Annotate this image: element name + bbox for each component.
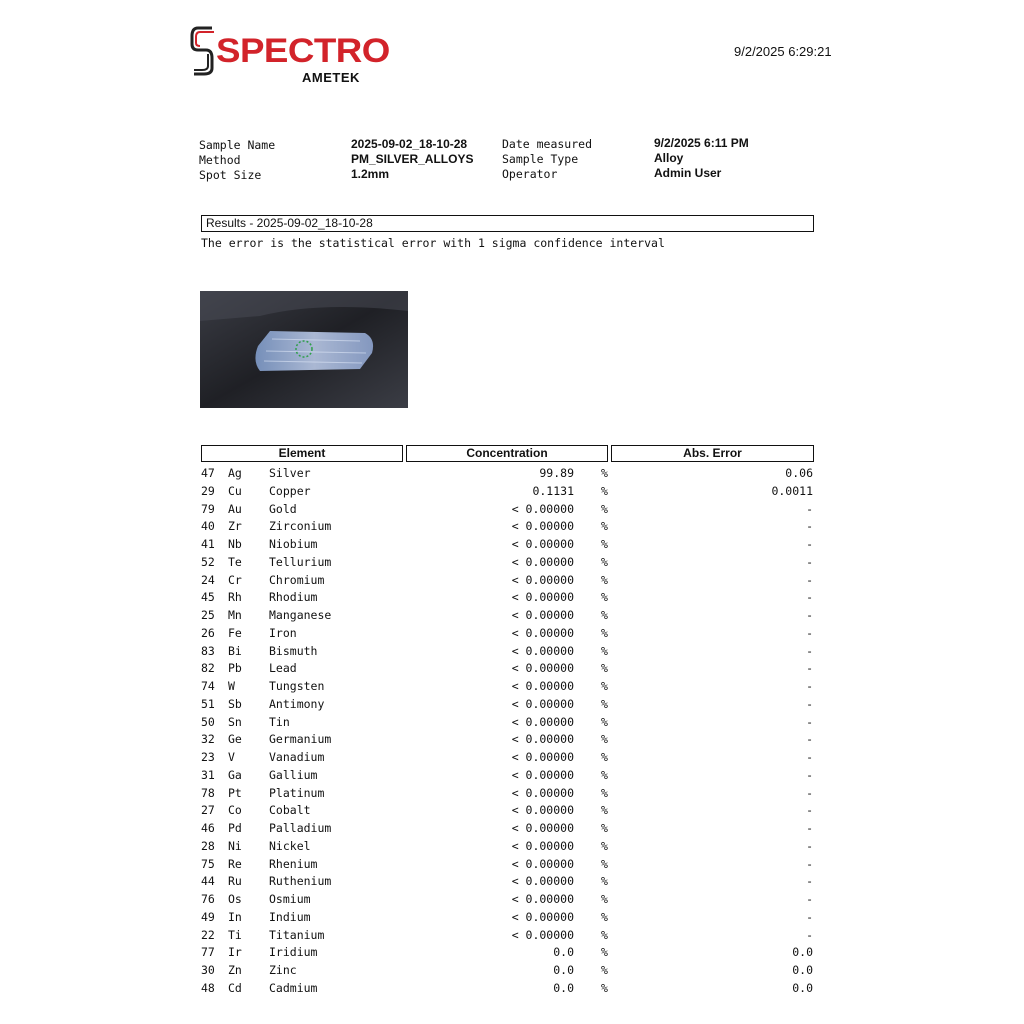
spot-size-value: 1.2mm (351, 167, 390, 181)
element-name: Iron (269, 625, 297, 640)
element-name: Osmium (269, 892, 311, 906)
concentration-value: < 0.00000 (511, 537, 574, 551)
table-row (0, 466, 1024, 484)
table-row (0, 839, 1024, 857)
abs-error-value: - (806, 732, 813, 747)
error-note: The error is the statistical error with 1 sigma confidence interval (201, 236, 665, 250)
abs-error-value: - (806, 874, 813, 889)
abs-error-value: 0.0011 (771, 483, 813, 498)
concentration-value: < 0.00000 (511, 696, 574, 711)
atomic-number: 40 (201, 519, 215, 534)
header-abs-error: Abs. Error (611, 445, 814, 462)
operator-value: Admin User (654, 166, 722, 180)
percent-unit: % (601, 874, 608, 889)
spot-size-label: Spot Size (199, 168, 262, 182)
abs-error-value: - (806, 519, 813, 534)
element-name: Ruthenium (269, 874, 332, 889)
concentration-value: < 0.00000 (511, 661, 574, 676)
concentration-value: < 0.00000 (511, 732, 574, 747)
percent-unit: % (601, 625, 608, 640)
element-name: Iridium (269, 945, 318, 960)
table-row (0, 537, 1024, 555)
abs-error-value: - (806, 803, 813, 818)
atomic-number: 46 (201, 821, 215, 835)
concentration-value: 0.0 (553, 980, 574, 995)
atomic-number: 30 (201, 963, 215, 977)
element-symbol: Ru (228, 874, 242, 889)
abs-error-value: - (806, 608, 813, 622)
element-symbol: Ge (228, 732, 242, 747)
method-value: PM_SILVER_ALLOYS (351, 152, 474, 166)
element-name: Bismuth (269, 643, 318, 658)
element-symbol: V (228, 750, 235, 764)
percent-unit: % (601, 980, 608, 995)
percent-unit: % (601, 767, 608, 782)
concentration-value: < 0.00000 (511, 821, 574, 835)
date-measured-label: Date measured (502, 137, 593, 151)
table-row (0, 945, 1024, 963)
atomic-number: 78 (201, 785, 215, 800)
table-row (0, 555, 1024, 573)
percent-unit: % (601, 696, 608, 711)
table-row (0, 679, 1024, 697)
brand-name: SPECTRO (216, 32, 390, 70)
concentration-value: < 0.00000 (511, 892, 574, 906)
table-row (0, 768, 1024, 786)
element-name: Manganese (269, 608, 332, 622)
abs-error-value: 0.0 (792, 963, 813, 977)
percent-unit: % (601, 643, 608, 658)
table-row (0, 803, 1024, 821)
element-symbol: Ni (228, 838, 242, 853)
element-symbol: Ag (228, 466, 242, 480)
element-symbol: Re (228, 856, 242, 871)
atomic-number: 25 (201, 608, 215, 622)
abs-error-value: - (806, 572, 813, 587)
concentration-value: < 0.00000 (511, 519, 574, 534)
concentration-value: < 0.00000 (511, 927, 574, 942)
percent-unit: % (601, 501, 608, 516)
table-row (0, 697, 1024, 715)
atomic-number: 50 (201, 714, 215, 729)
abs-error-value: 0.0 (792, 980, 813, 995)
element-name: Silver (269, 466, 311, 480)
element-symbol: In (228, 909, 242, 924)
element-name: Rhodium (269, 590, 318, 605)
element-name: Tungsten (269, 679, 325, 693)
atomic-number: 44 (201, 874, 215, 889)
concentration-value: < 0.00000 (511, 501, 574, 516)
atomic-number: 76 (201, 892, 215, 906)
table-row (0, 715, 1024, 733)
concentration-value: < 0.00000 (511, 625, 574, 640)
element-symbol: Zr (228, 519, 242, 534)
date-measured-value: 9/2/2025 6:11 PM (654, 136, 749, 150)
element-symbol: Ga (228, 767, 242, 782)
abs-error-value: - (806, 838, 813, 853)
table-row (0, 573, 1024, 591)
element-name: Indium (269, 909, 311, 924)
table-row (0, 644, 1024, 662)
element-name: Tellurium (269, 554, 332, 569)
atomic-number: 49 (201, 909, 215, 924)
abs-error-value: - (806, 856, 813, 871)
abs-error-value: - (806, 767, 813, 782)
element-name: Vanadium (269, 750, 325, 764)
percent-unit: % (601, 803, 608, 818)
brand-parent: AMETEK (302, 70, 360, 85)
element-symbol: Au (228, 501, 242, 516)
element-symbol: Cr (228, 572, 242, 587)
table-row (0, 928, 1024, 946)
sample-type-value: Alloy (654, 151, 684, 165)
abs-error-value: - (806, 892, 813, 906)
atomic-number: 29 (201, 483, 215, 498)
concentration-value: < 0.00000 (511, 803, 574, 818)
table-row (0, 661, 1024, 679)
percent-unit: % (601, 732, 608, 747)
percent-unit: % (601, 679, 608, 693)
abs-error-value: - (806, 821, 813, 835)
atomic-number: 74 (201, 679, 215, 693)
percent-unit: % (601, 572, 608, 587)
element-symbol: Zn (228, 963, 242, 977)
table-row (0, 910, 1024, 928)
percent-unit: % (601, 519, 608, 534)
percent-unit: % (601, 554, 608, 569)
abs-error-value: - (806, 927, 813, 942)
percent-unit: % (601, 537, 608, 551)
atomic-number: 52 (201, 554, 215, 569)
element-name: Cobalt (269, 803, 311, 818)
atomic-number: 32 (201, 732, 215, 747)
concentration-value: < 0.00000 (511, 785, 574, 800)
element-symbol: Cd (228, 980, 242, 995)
atomic-number: 77 (201, 945, 215, 960)
element-symbol: Fe (228, 625, 242, 640)
element-symbol: Pb (228, 661, 242, 676)
abs-error-value: - (806, 909, 813, 924)
element-symbol: Co (228, 803, 242, 818)
header-element: Element (201, 445, 403, 462)
table-row (0, 590, 1024, 608)
concentration-value: < 0.00000 (511, 554, 574, 569)
sample-photo-image (200, 291, 408, 408)
element-name: Antimony (269, 696, 325, 711)
abs-error-value: - (806, 625, 813, 640)
table-row (0, 750, 1024, 768)
percent-unit: % (601, 909, 608, 924)
table-row (0, 786, 1024, 804)
spectro-logo (190, 22, 390, 92)
element-name: Gold (269, 501, 297, 516)
abs-error-value: 0.0 (792, 945, 813, 960)
table-row (0, 892, 1024, 910)
percent-unit: % (601, 945, 608, 960)
percent-unit: % (601, 750, 608, 764)
atomic-number: 23 (201, 750, 215, 764)
percent-unit: % (601, 483, 608, 498)
element-symbol: Bi (228, 643, 242, 658)
percent-unit: % (601, 838, 608, 853)
sample-photo (200, 291, 408, 408)
abs-error-value: - (806, 679, 813, 693)
concentration-value: 0.1131 (532, 483, 574, 498)
concentration-value: < 0.00000 (511, 856, 574, 871)
atomic-number: 75 (201, 856, 215, 871)
element-symbol: Sb (228, 696, 242, 711)
results-title: Results - 2025-09-02_18-10-28 (206, 216, 373, 230)
percent-unit: % (601, 856, 608, 871)
atomic-number: 24 (201, 572, 215, 587)
concentration-value: < 0.00000 (511, 714, 574, 729)
sample-type-label: Sample Type (502, 152, 579, 166)
table-row (0, 502, 1024, 520)
spectro-logo-mark-icon (190, 24, 216, 76)
concentration-value: < 0.00000 (511, 750, 574, 764)
atomic-number: 82 (201, 661, 215, 676)
element-name: Germanium (269, 732, 332, 747)
atomic-number: 28 (201, 838, 215, 853)
concentration-value: < 0.00000 (511, 643, 574, 658)
concentration-value: < 0.00000 (511, 838, 574, 853)
element-name: Niobium (269, 537, 318, 551)
concentration-value: 99.89 (539, 466, 574, 480)
element-name: Platinum (269, 785, 325, 800)
element-name: Lead (269, 661, 297, 676)
element-symbol: Cu (228, 483, 242, 498)
table-row (0, 626, 1024, 644)
element-name: Nickel (269, 838, 311, 853)
operator-label: Operator (502, 167, 558, 181)
concentration-value: < 0.00000 (511, 608, 574, 622)
element-symbol: Rh (228, 590, 242, 605)
element-symbol: Mn (228, 608, 242, 622)
atomic-number: 51 (201, 696, 215, 711)
percent-unit: % (601, 661, 608, 676)
percent-unit: % (601, 785, 608, 800)
atomic-number: 79 (201, 501, 215, 516)
abs-error-value: - (806, 554, 813, 569)
element-name: Rhenium (269, 856, 318, 871)
concentration-value: 0.0 (553, 945, 574, 960)
table-row (0, 732, 1024, 750)
percent-unit: % (601, 892, 608, 906)
percent-unit: % (601, 608, 608, 622)
atomic-number: 45 (201, 590, 215, 605)
table-row (0, 519, 1024, 537)
abs-error-value: - (806, 696, 813, 711)
element-name: Gallium (269, 767, 318, 782)
atomic-number: 83 (201, 643, 215, 658)
concentration-value: < 0.00000 (511, 767, 574, 782)
concentration-value: 0.0 (553, 963, 574, 977)
concentration-value: < 0.00000 (511, 909, 574, 924)
abs-error-value: 0.06 (785, 466, 813, 480)
atomic-number: 41 (201, 537, 215, 551)
sample-name-value: 2025-09-02_18-10-28 (351, 137, 468, 151)
abs-error-value: - (806, 501, 813, 516)
table-row (0, 821, 1024, 839)
concentration-value: < 0.00000 (511, 679, 574, 693)
print-timestamp: 9/2/2025 6:29:21 (734, 44, 832, 59)
header-concentration: Concentration (406, 445, 608, 462)
element-name: Copper (269, 483, 311, 498)
table-row (0, 963, 1024, 981)
percent-unit: % (601, 714, 608, 729)
table-row (0, 857, 1024, 875)
abs-error-value: - (806, 750, 813, 764)
element-name: Zirconium (269, 519, 332, 534)
atomic-number: 31 (201, 767, 215, 782)
element-symbol: W (228, 679, 235, 693)
element-symbol: Pt (228, 785, 242, 800)
concentration-value: < 0.00000 (511, 590, 574, 605)
percent-unit: % (601, 963, 608, 977)
results-title-box (201, 215, 814, 232)
method-label: Method (199, 153, 241, 167)
abs-error-value: - (806, 590, 813, 605)
percent-unit: % (601, 466, 608, 480)
atomic-number: 26 (201, 625, 215, 640)
atomic-number: 47 (201, 466, 215, 480)
element-symbol: Sn (228, 714, 242, 729)
concentration-value: < 0.00000 (511, 572, 574, 587)
table-row (0, 981, 1024, 999)
element-name: Cadmium (269, 980, 318, 995)
abs-error-value: - (806, 785, 813, 800)
element-symbol: Os (228, 892, 242, 906)
percent-unit: % (601, 927, 608, 942)
percent-unit: % (601, 821, 608, 835)
element-symbol: Pd (228, 821, 242, 835)
element-symbol: Ir (228, 945, 242, 960)
atomic-number: 27 (201, 803, 215, 818)
table-row (0, 874, 1024, 892)
sample-name-label: Sample Name (199, 138, 276, 152)
element-name: Tin (269, 714, 290, 729)
element-name: Zinc (269, 963, 297, 977)
table-row (0, 608, 1024, 626)
table-row (0, 484, 1024, 502)
element-symbol: Te (228, 554, 242, 569)
element-name: Palladium (269, 821, 332, 835)
element-symbol: Nb (228, 537, 242, 551)
element-symbol: Ti (228, 927, 242, 942)
percent-unit: % (601, 590, 608, 605)
element-name: Chromium (269, 572, 325, 587)
abs-error-value: - (806, 643, 813, 658)
concentration-value: < 0.00000 (511, 874, 574, 889)
atomic-number: 48 (201, 980, 215, 995)
abs-error-value: - (806, 714, 813, 729)
abs-error-value: - (806, 537, 813, 551)
atomic-number: 22 (201, 927, 215, 942)
abs-error-value: - (806, 661, 813, 676)
element-name: Titanium (269, 927, 325, 942)
